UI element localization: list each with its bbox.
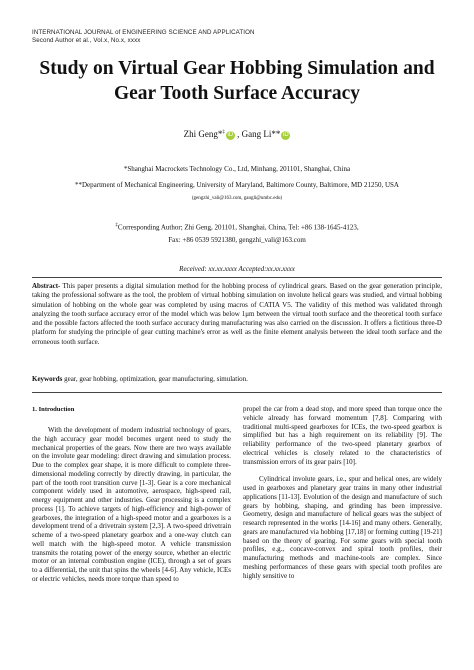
- author-second: Gang Li**: [241, 129, 281, 139]
- section-heading: 1. Introduction: [32, 406, 75, 413]
- received-dates: Received: xx.xx.xxxx Accepted:xx.xx.xxxx: [179, 265, 295, 273]
- journal-meta: Second Author et al., Vol.x, No.x, xxxx: [32, 37, 141, 44]
- author-first-mark: ‡: [222, 130, 225, 135]
- abstract-bottom-rule: [32, 392, 442, 393]
- left-column: [32, 426, 231, 584]
- author-emails: (gengzhi_vali@163.com, gangli@umbc.edu): [191, 196, 283, 201]
- journal-header: [32, 29, 255, 45]
- paragraph: propel the car from a dead stop, and more speed than torque once the vehicle already has forward momentum [7,8]. Comparing with traditional multi-speed gearboxes for ICEs, the two-speed gearbox is simplified but has a high requirement on its reliability [9]. The reliability performance of the two-speed planetary gearbox of electrical vehicles is closely related to the characteristics of transmission errors of its gear pairs [10].: [243, 405, 442, 466]
- corresponding-line-1: ‡Corresponding Author; Zhi Geng, 201101, Shanghai, China, Tel: +86 138-1645-4123,: [115, 223, 359, 232]
- keywords-label: Keywords: [32, 375, 63, 383]
- keywords-text: gear, gear hobbing, optimization, gear manufacturing, simulation.: [62, 375, 248, 383]
- paragraph: Cylindrical involute gears, i.e., spur and helical ones, are widely used in gearboxes and planetary gear trains in many other industrial applications [11-13]. Evolution of the design and manufacture of such gears by hobbing, shaping, and grinding has been impressive. Geometry, design and manufacture of helical gears was the subject of research represented in the works [14-16] and many others. Generally, gears are manufactured via hobbing [17,18] or forming cutting [19-21] based on the theory of gearing. For some gears with special tooth profiles, e.g., concave-convex and spiral tooth profiles, their manufacturing methods and machine-tools are complex. Since meshing performances of these gears with special tooth profiles are highly sensitive to: [243, 475, 442, 580]
- abstract-label: Abstract-: [32, 282, 61, 290]
- abstract-text: This paper presents a digital simulation method for the hobbing process of cylindrical gears. Based on the gear generation principle, taking the professional software as the tool, the problem of virtual hobbing simulation on involute helical gears was studied, and virtual hobbing simulation of hobbing on the whole gear was completed by using macros of CATIA V5. The validity of this method was validated through analyzing the tooth surface accuracy error of the model which was below 1μm between the virtual tooth surface and the theoretical tooth surface and the possible factors affected the tooth surface accuracy during manufacturing was also carried on the discussion. It offers a fictitious three-D platform for studying the principle of gear cutting machine's error as well as the finite element analysis between the ideal tooth surface and the erroneous tooth surface.: [32, 282, 442, 346]
- affiliation-1: *Shanghai Macrockets Technology Co., Ltd, Minhang, 201101, Shanghai, China: [123, 165, 351, 173]
- corresponding-line-2: Fax: +86 0539 5921380, gengzhi_vali@163.com: [168, 236, 306, 244]
- right-column: [243, 405, 442, 580]
- author-line: [0, 127, 474, 140]
- abstract-top-rule: [32, 277, 442, 278]
- journal-name: INTERNATIONAL JOURNAL of ENGINEERING SCIENCE AND APPLICATION: [32, 29, 255, 36]
- orcid-icon[interactable]: iD: [283, 132, 289, 138]
- affiliation-2: **Department of Mechanical Engineering, University of Maryland, Baltimore County, Baltimore, MD 21250, USA: [74, 181, 399, 189]
- abstract: [32, 282, 442, 347]
- author-first: Zhi Geng*: [183, 129, 223, 139]
- orcid-icon[interactable]: iD: [227, 132, 234, 138]
- keywords: [32, 375, 442, 384]
- paragraph: With the development of modern industrial technology of gears, the high accuracy gear model becomes urgent need to study the mechanical properties of the gears. Now there are two ways available on the involute gear modeling: direct drawing and simulation process. Due to the complex gear shape, it is more difficult to complete three-dimensional modeling correctly by directly drawing, in particular, the part of the tooth root transition curve [1-3]. Gear is a core mechanical component widely used in automotive, aerospace, high-speed rail, energy equipment and other industries. Gear processing is a complex process [1]. To achieve targets of high-efficiency and high-power of gearboxes, the integration of a high-speed motor and a gearboxes is a development trend of a drivetrain system [2,3]. A two-speed drivetrain scheme of a two-speed planetary gearbox and a one-way clutch can well match with the high-speed motor. A vehicle transmission transmits the rotating power of the energy source, whether an electric motor or an internal combustion engine (ICE), through a set of gears to a differential, the unit that spins the wheels [4-6]. Any vehicle, ICEs or electric vehicles, needs more torque than speed to: [32, 426, 231, 583]
- paper-title: Study on Virtual Gear Hobbing Simulation and Gear Tooth Surface Accuracy: [39, 58, 435, 104]
- corresponding-mark: ‡: [115, 223, 118, 228]
- author-separator: ,: [234, 129, 242, 139]
